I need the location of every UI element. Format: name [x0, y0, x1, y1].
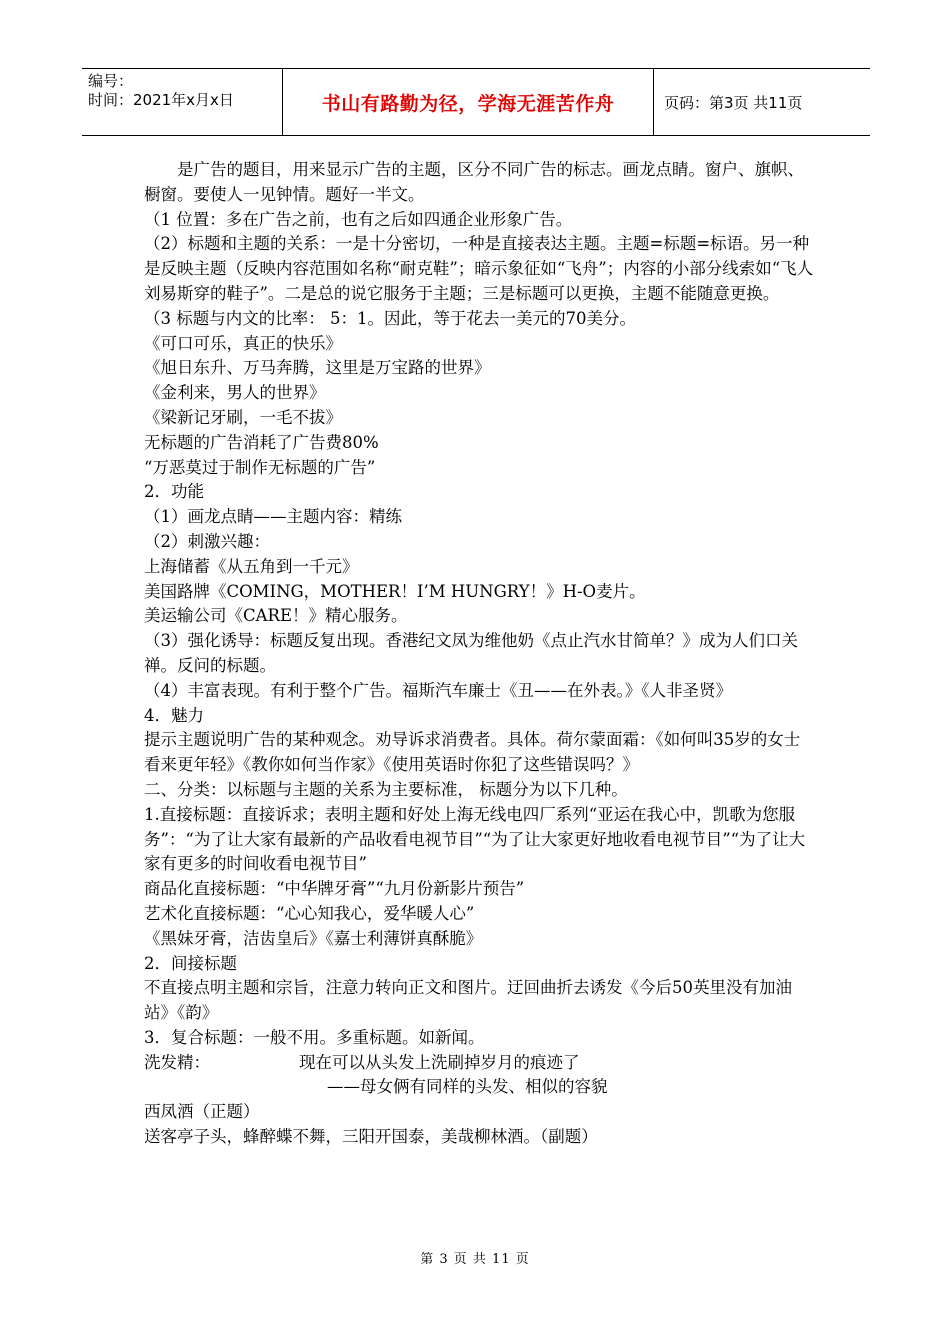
- paragraph: （3）强化诱导：标题反复出现。香港纪文凤为维他奶《点止汽水甘简单？》成为人们口关禅。反问的标题。: [144, 631, 798, 675]
- header-time-label: 时间：2021年x月x日: [88, 91, 234, 109]
- paragraph: 《可口可乐，真正的快乐》: [144, 333, 342, 353]
- paragraph: 不直接点明主题和宗旨，注意力转向正文和图片。迂回曲折去诱发《今后50英里没有加油站》《韵》: [144, 978, 792, 1023]
- header-number-label: 编号：: [88, 72, 134, 90]
- paragraph: 《旭日东升、万马奔腾，这里是万宝路的世界》: [144, 358, 491, 378]
- shampoo-headline: 现在可以从头发上洗刷掉岁月的痕迹了: [299, 1052, 580, 1072]
- paragraph: （4）丰富表现。有利于整个广告。福斯汽车廉士《丑——在外表。》《人非圣贤》: [144, 680, 732, 700]
- paragraph: （2）刺激兴趣：: [144, 531, 270, 551]
- paragraph: 商品化直接标题：“中华牌牙膏”“九月份新影片预告”: [144, 879, 525, 899]
- section-heading: 4．魅力: [144, 705, 204, 725]
- paragraph: 送客亭子头，蜂醉蝶不舞，三阳开国泰，美哉柳林酒。（副题）: [144, 1127, 598, 1147]
- page-footer: 第 3 页 共 11 页: [420, 1252, 530, 1267]
- paragraph: 《金利来，男人的世界》: [144, 383, 326, 403]
- paragraph: 艺术化直接标题：“心心知我心，爱华暖人心”: [144, 903, 475, 923]
- shampoo-subheadline: ——母女俩有同样的头发、相似的容貌: [327, 1077, 608, 1097]
- paragraph: 美运输公司《CARE！》精心服务。: [144, 606, 408, 626]
- section-heading: 2．功能: [144, 482, 204, 502]
- header-motto: 书山有路勤为径，学海无涯苦作舟: [321, 92, 615, 115]
- header-page-info: 页码：第3页 共11页: [664, 93, 803, 112]
- page-header: [82, 68, 870, 136]
- paragraph: “万恶莫过于制作无标题的广告”: [144, 457, 376, 477]
- paragraph: 二、分类：以标题与主题的关系为主要标准， 标题分为以下几种。: [144, 779, 628, 799]
- header-page-cell: [654, 69, 870, 135]
- paragraph: 提示主题说明广告的某种观念。劝导诉求消费者。具体。荷尔蒙面霜：《如何叫35岁的女士看来更年轻》《教你如何当作家》《使用英语时你犯了这些错误吗？》: [144, 730, 801, 775]
- paragraph: 3．复合标题：一般不用。多重标题。如新闻。: [144, 1027, 485, 1047]
- paragraph: （3 标题与内文的比率： 5：1。因此，等于花去一美元的70美分。: [144, 308, 636, 328]
- paragraph: 美国路牌《COMING，MOTHER！I’M HUNGRY！》H-O麦片。: [144, 581, 646, 601]
- paragraph: 是广告的题目，用来显示广告的主题，区分不同广告的标志。画龙点睛。窗户、旗帜、橱窗。要使人一见钟情。题好一半文。: [144, 160, 804, 204]
- header-meta: [82, 69, 283, 135]
- shampoo-label: 洗发精：: [144, 1052, 210, 1072]
- paragraph: 上海储蓄《从五角到一千元》: [144, 556, 359, 576]
- header-motto-cell: [283, 69, 654, 135]
- document-body: [144, 158, 816, 1150]
- paragraph: 无标题的广告消耗了广告费80%: [144, 432, 379, 452]
- paragraph: 《梁新记牙刷，一毛不拔》: [144, 407, 342, 427]
- paragraph: 1.直接标题：直接诉求；表明主题和好处上海无线电四厂系列“亚运在我心中，凯歌为您服务”：“为了让大家有最新的产品收看电视节目”“为了让大家更好地收看电视节目”“为了让大家有更多的时间收看电视节目”: [144, 804, 806, 874]
- section-heading: 2．间接标题: [144, 953, 237, 973]
- paragraph: （1 位置：多在广告之前，也有之后如四通企业形象广告。: [144, 209, 573, 229]
- paragraph: （1）画龙点睛——主题内容：精练: [144, 507, 402, 527]
- paragraph: 《黑妹牙膏，洁齿皇后》《嘉士利薄饼真酥脆》: [144, 928, 483, 948]
- shampoo-line: [144, 1051, 816, 1076]
- paragraph: （2）标题和主题的关系：一是十分密切，一种是直接表达主题。主题=标题=标语。另一种是反映主题（反映内容范围如名称“耐克鞋”；暗示象征如“飞舟”；内容的小部分线索如“飞人刘易斯穿的鞋子”。二是总的说它服务于主题；三是标题可以更换，主题不能随意更换。: [144, 234, 814, 303]
- paragraph: 西凤酒（正题）: [144, 1102, 260, 1122]
